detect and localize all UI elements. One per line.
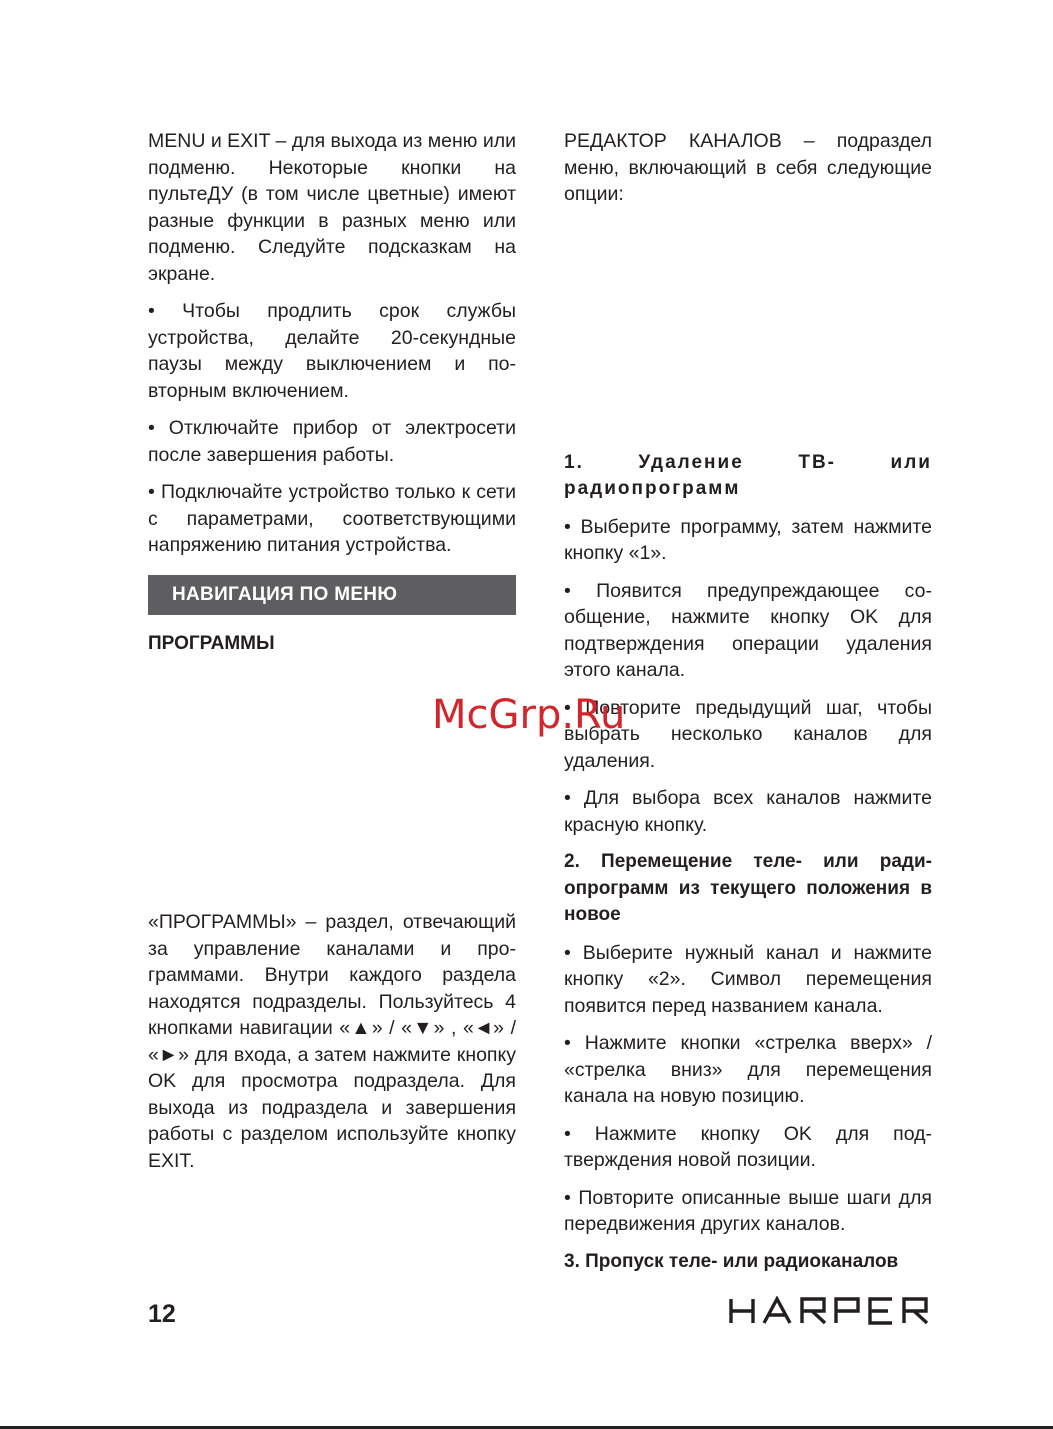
heading-delete-programs: 1. Удаление ТВ- или радиопрограмм: [564, 451, 932, 499]
paragraph-pause-tip: • Чтобы продлить срок службы устройства, делайте 20-секундные паузы между выключением и повторным включением.: [148, 300, 516, 402]
paragraph-warning-message: • Появится предупреждающее сообщение, нажмите кнопку OK для подтверждения операции удаления этого канала.: [564, 579, 932, 681]
paragraph-repeat-step: • Повторите предыдущий шаг, чтобы выбрать несколько каналов для удаления.: [564, 696, 932, 772]
harper-logo: [728, 1296, 932, 1326]
paragraph-arrow-keys: • Нажмите кнопки «стрелка вверх» / «стрелка вниз» для перемещения канала на новую позицию.: [564, 1032, 932, 1107]
paragraph-menu-exit: MENU и EXIT – для выхода из меню или подменю. Некоторые кнопки на пультеДУ (в том числе цветные) имеют разные функции в разных меню или подменю. Следуйте подсказкам на экране.: [148, 130, 516, 285]
paragraph-select-channel: • Выберите нужный канал и нажмите кнопку «2». Символ перемещения появится перед названием канала.: [564, 941, 932, 1017]
image-placeholder-right: [564, 208, 932, 450]
paragraph-unplug-tip: • Отключайте прибор от электросети после завершения работы.: [148, 417, 516, 466]
paragraph-repeat-move: • Повторите описанные выше шаги для передвижения других каналов.: [564, 1186, 932, 1235]
heading-skip-channels: 3. Пропуск теле- или радиоканалов: [564, 1250, 899, 1272]
paragraph-voltage-tip: • Подключайте устройство только к сети с параметрами, соответствующими напряжению питания устройства.: [148, 481, 516, 556]
page-number: 12: [148, 1300, 176, 1328]
watermark: McGrp.Ru: [432, 692, 626, 738]
paragraph-confirm-position: • Нажмите кнопку OK для подтверждения новой позиции.: [564, 1122, 932, 1171]
paragraph-select-program: • Выберите программу, затем нажмите кнопку «1».: [564, 515, 932, 564]
subheading-programs: ПРОГРАММЫ: [148, 632, 275, 654]
paragraph-programs-description: «ПРОГРАММЫ» – раздел, отвечающий за управление каналами и программами. Внутри каждого раздела находятся подразделы. Пользуйтесь 4 кнопками навигации «▲» / «▼» , «◄» / «►» для входа, а затем нажмите кнопку OK для просмотра подраздела. Для выхода из подраздела и завершения работы с разделом используйте кнопку EXIT.: [148, 911, 516, 1172]
section-bar-menu-navigation: НАВИГАЦИЯ ПО МЕНЮ: [148, 575, 516, 615]
paragraph-select-all: • Для выбора всех каналов нажмите красную кнопку.: [564, 787, 932, 836]
left-column: [148, 128, 516, 1174]
heading-move-programs: 2. Перемещение теле- или радиопрограмм из текущего положения в новое: [564, 851, 932, 925]
paragraph-channel-editor-intro: РЕДАКТОР КАНАЛОВ – подраздел меню, включающий в себя следующие опции:: [564, 130, 932, 205]
